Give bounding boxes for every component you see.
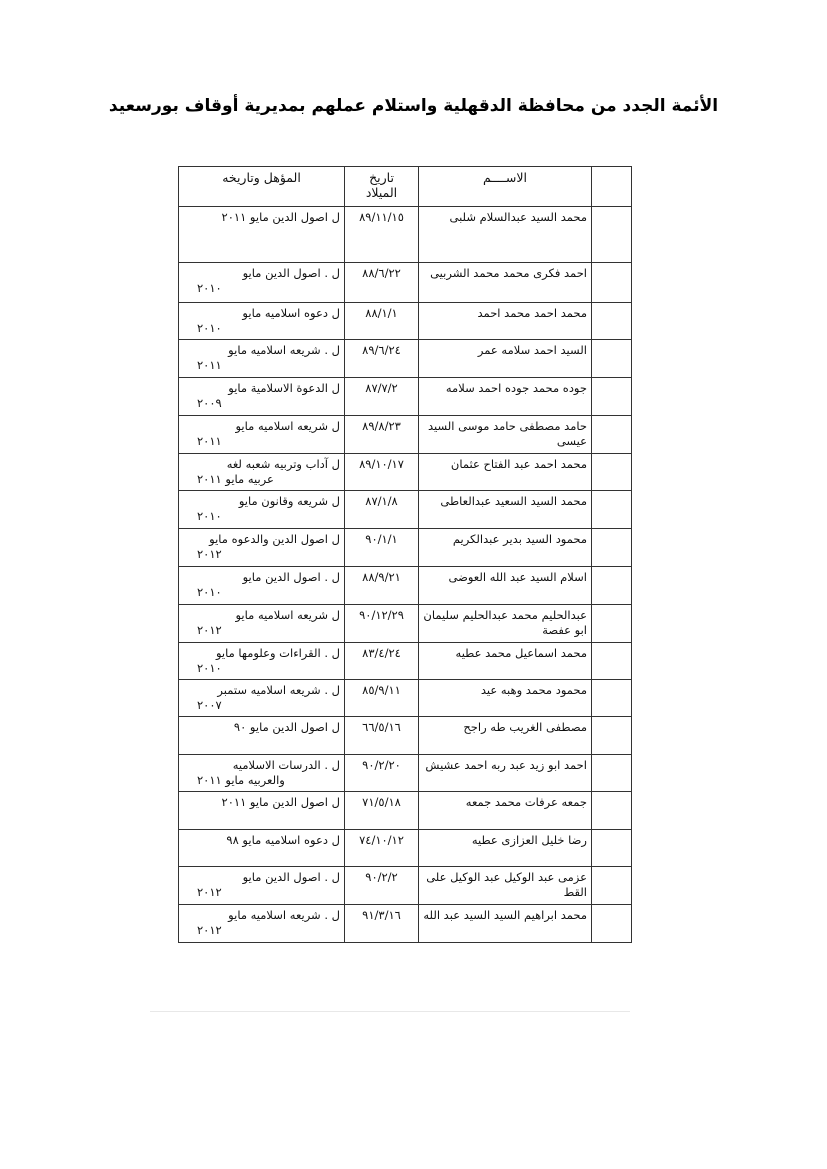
qualification-line1: ل دعوه اسلاميه مايو ٩٨ [226, 833, 340, 847]
name-cell: محمد احمد عبد الفتاح عثمان [419, 454, 592, 491]
name-cell: رضا خليل العزازى عطيه [419, 830, 592, 867]
empty-cell [592, 830, 632, 867]
name-cell: جمعه عرفات محمد جمعه [419, 792, 592, 830]
table-row [179, 680, 632, 717]
qualification-line2: ٢٠١٢ [197, 623, 222, 637]
empty-cell [592, 529, 632, 567]
qualification-cell [179, 643, 345, 680]
name-cell: احمد ابو زيد عبد ربه احمد عشيش [419, 755, 592, 792]
name-cell: مصطفى الغريب طه راجح [419, 717, 592, 755]
qualification-cell [179, 207, 345, 263]
dob-cell: ٩٠/١/١ [345, 529, 419, 567]
dob-header-line2: الميلاد [365, 185, 398, 200]
table-row [179, 491, 632, 529]
qualification-cell [179, 378, 345, 416]
empty-cell [592, 416, 632, 454]
dob-header [345, 167, 419, 207]
name-cell: حامد مصطفى حامد موسى السيد عيسى [419, 416, 592, 454]
table-row [179, 867, 632, 905]
table-row [179, 454, 632, 491]
table-row [179, 207, 632, 263]
qualification-line2: والعربيه مايو ٢٠١١ [197, 773, 285, 787]
empty-cell [592, 454, 632, 491]
qualification-line2: ٢٠١٠ [197, 585, 222, 599]
qualification-line1: ل . اصول الدين مايو [242, 266, 340, 280]
qualification-cell [179, 454, 345, 491]
qualification-line2: عربيه مايو ٢٠١١ [197, 472, 274, 486]
qualification-line2: ٢٠١٢ [197, 923, 222, 937]
dob-cell: ٧١/٥/١٨ [345, 792, 419, 830]
qualification-cell [179, 263, 345, 303]
name-cell: محمود محمد وهبه عيد [419, 680, 592, 717]
dob-cell: ٧٤/١٠/١٢ [345, 830, 419, 867]
qualification-line1: ل شريعه اسلاميه مايو [235, 608, 340, 622]
empty-cell [592, 717, 632, 755]
empty-cell [592, 755, 632, 792]
name-cell: محمد السيد السعيد عبدالعاطى [419, 491, 592, 529]
qualification-line1: ل اصول الدين والدعوه مايو [209, 532, 340, 546]
table-row [179, 567, 632, 605]
table-row [179, 717, 632, 755]
empty-cell [592, 905, 632, 943]
qualification-line1: ل . الدرسات الاسلاميه [232, 758, 340, 772]
qualification-line2: ٢٠١٠ [197, 321, 222, 335]
dob-cell: ٩٠/١٢/٢٩ [345, 605, 419, 643]
table-row [179, 643, 632, 680]
qualification-line2: ٢٠١٢ [197, 885, 222, 899]
qualification-line1: ل آداب وتربيه شعبه لغه [226, 457, 340, 471]
empty-cell [592, 792, 632, 830]
name-cell: احمد فكرى محمد محمد الشربيى [419, 263, 592, 303]
qualification-line2: ٢٠٠٩ [197, 396, 222, 410]
qualification-line1: ل شريعه وقانون مايو [238, 494, 340, 508]
qualification-line1: ل . القراءات وعلومها مايو [215, 646, 340, 660]
empty-cell [592, 643, 632, 680]
dob-cell: ٨٨/٦/٢٢ [345, 263, 419, 303]
name-cell: السيد احمد سلامه عمر [419, 340, 592, 378]
name-cell: محمد اسماعيل محمد عطيه [419, 643, 592, 680]
name-cell: محمد ابراهيم السيد السيد عبد الله [419, 905, 592, 943]
table-row [179, 605, 632, 643]
qualification-cell [179, 491, 345, 529]
name-cell: عبدالحليم محمد عبدالحليم سليمان ابو عفصة [419, 605, 592, 643]
qualification-cell [179, 717, 345, 755]
table-row [179, 378, 632, 416]
table-header-row [179, 167, 632, 207]
empty-cell [592, 605, 632, 643]
dob-cell: ٨٩/٦/٢٤ [345, 340, 419, 378]
imams-table [178, 166, 632, 943]
empty-cell [592, 491, 632, 529]
qualification-line1: ل . اصول الدين مايو [242, 870, 340, 884]
qualification-cell [179, 755, 345, 792]
qualification-cell [179, 340, 345, 378]
table-row [179, 792, 632, 830]
qualification-line1: ل اصول الدين مايو ٢٠١١ [221, 210, 340, 224]
qualification-cell [179, 303, 345, 340]
empty-cell [592, 340, 632, 378]
table-row [179, 340, 632, 378]
name-header: الاســــم [419, 167, 592, 207]
qualification-line2: ٢٠١٠ [197, 509, 222, 523]
qualification-line2: ٢٠١١ [197, 358, 222, 372]
qualification-cell [179, 905, 345, 943]
dob-cell: ٨٩/١١/١٥ [345, 207, 419, 263]
bottom-rule [150, 1011, 630, 1012]
qualification-cell [179, 605, 345, 643]
qualification-line2: ٢٠٠٧ [197, 698, 222, 712]
qualification-cell [179, 416, 345, 454]
dob-cell: ٨٧/٧/٢ [345, 378, 419, 416]
qualification-line1: ل . شريعه اسلاميه مايو [228, 908, 340, 922]
qualification-cell [179, 529, 345, 567]
dob-cell: ٨٩/١٠/١٧ [345, 454, 419, 491]
empty-header-cell [592, 167, 632, 207]
name-cell: جوده محمد جوده احمد سلامه [419, 378, 592, 416]
qualification-line2: ٢٠١٠ [197, 661, 222, 675]
table-row [179, 529, 632, 567]
qualification-cell [179, 792, 345, 830]
dob-cell: ٩١/٣/١٦ [345, 905, 419, 943]
name-cell: محمد احمد محمد احمد [419, 303, 592, 340]
qualification-line1: ل الدعوة الاسلامية مايو [228, 381, 340, 395]
name-cell: محمود السيد بدير عبدالكريم [419, 529, 592, 567]
empty-cell [592, 303, 632, 340]
dob-cell: ٩٠/٢/٢ [345, 867, 419, 905]
name-cell: اسلام السيد عبد الله العوضى [419, 567, 592, 605]
dob-cell: ٨٩/٨/٢٣ [345, 416, 419, 454]
dob-cell: ٩٠/٢/٢٠ [345, 755, 419, 792]
empty-cell [592, 867, 632, 905]
dob-cell: ٨٨/١/١ [345, 303, 419, 340]
qualification-line1: ل شريعه اسلاميه مايو [235, 419, 340, 433]
dob-cell: ٨٥/٩/١١ [345, 680, 419, 717]
qualification-cell [179, 830, 345, 867]
qualification-header: المؤهل وتاريخه [179, 167, 345, 207]
qualification-line2: ٢٠١٢ [197, 547, 222, 561]
table-row [179, 830, 632, 867]
dob-cell: ٨٣/٤/٢٤ [345, 643, 419, 680]
table-row [179, 416, 632, 454]
empty-cell [592, 263, 632, 303]
qualification-cell [179, 567, 345, 605]
table-body [179, 207, 632, 943]
qualification-line1: ل . شريعه اسلاميه مايو [228, 343, 340, 357]
empty-cell [592, 378, 632, 416]
qualification-line1: ل اصول الدين مايو ٩٠ [233, 720, 340, 734]
dob-header-line1: تاريخ [369, 170, 394, 185]
table-row [179, 263, 632, 303]
qualification-line1: ل . اصول الدين مايو [242, 570, 340, 584]
empty-cell [592, 680, 632, 717]
qualification-line2: ٢٠١١ [197, 434, 222, 448]
qualification-line1: ل دعوه اسلاميه مايو [242, 306, 340, 320]
dob-cell: ٨٨/٩/٢١ [345, 567, 419, 605]
qualification-line2: ٢٠١٠ [197, 281, 222, 295]
table-row [179, 905, 632, 943]
table-row [179, 755, 632, 792]
dob-cell: ٨٧/١/٨ [345, 491, 419, 529]
qualification-line1: ل . شريعه اسلاميه ستمبر [217, 683, 340, 697]
dob-cell: ٦٦/٥/١٦ [345, 717, 419, 755]
empty-cell [592, 567, 632, 605]
qualification-cell [179, 680, 345, 717]
name-cell: عزمى عبد الوكيل عبد الوكيل على القط [419, 867, 592, 905]
table-row [179, 303, 632, 340]
name-cell: محمد السيد عبدالسلام شلبى [419, 207, 592, 263]
empty-cell [592, 207, 632, 263]
page-title: الأئمة الجدد من محافظة الدقهلية واستلام عملهم بمديرية أوقاف بورسعيد [108, 96, 719, 116]
qualification-line1: ل اصول الدين مايو ٢٠١١ [221, 795, 340, 809]
qualification-cell [179, 867, 345, 905]
